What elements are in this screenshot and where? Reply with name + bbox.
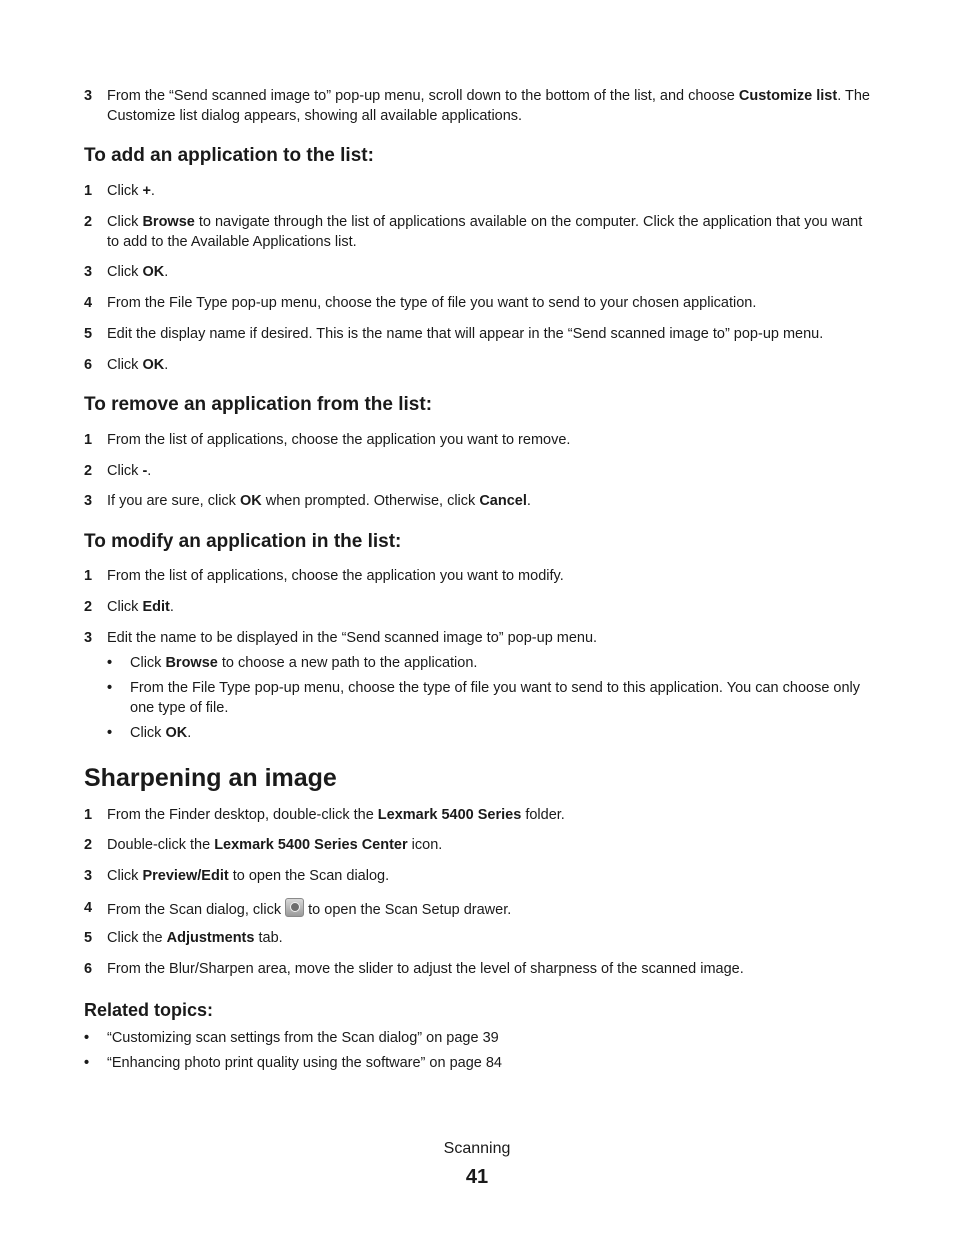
step-text: From the Scan dialog, click to open the Scan Setup drawer. <box>107 898 874 920</box>
step-text: Edit the display name if desired. This is the name that will appear in the “Send scanned image to” pop-up menu. <box>107 326 824 342</box>
remove-step-1 <box>84 430 874 450</box>
step-number: 1 <box>84 183 93 199</box>
footer-section-label: Scanning <box>443 1140 511 1157</box>
sharpen-step-5 <box>84 928 874 948</box>
add-step-4 <box>84 293 874 313</box>
modify-step-2 <box>84 597 874 617</box>
step-text: Click OK. <box>107 264 169 280</box>
bullet-dot: • <box>107 655 113 671</box>
step-number: 3 <box>84 630 93 646</box>
step-customize-list <box>84 86 874 126</box>
step-number: 5 <box>84 326 93 342</box>
step-number: 2 <box>84 837 93 853</box>
step-text: Double-click the Lexmark 5400 Series Center icon. <box>107 837 443 853</box>
step-text: Click +. <box>107 183 155 199</box>
step-number: 2 <box>84 599 93 615</box>
heading-modify-application: To modify an application in the list: <box>84 531 402 552</box>
step-text: Click the Adjustments tab. <box>107 930 283 946</box>
step-text: From the “Send scanned image to” pop-up menu, scroll down to the bottom of the list, and choose Customize list. The Customize list dialog appears, showing all available applications. <box>107 88 870 124</box>
step-number: 6 <box>84 357 93 373</box>
step-text: From the Finder desktop, double-click the Lexmark 5400 Series folder. <box>107 807 565 823</box>
step-number: 3 <box>84 264 93 280</box>
step-number: 3 <box>84 493 93 509</box>
bullet-text: From the File Type pop-up menu, choose the type of file you want to send to this application. You can choose only one type of file. <box>130 680 861 716</box>
step-text: From the Blur/Sharpen area, move the slider to adjust the level of sharpness of the scanned image. <box>107 961 744 977</box>
step-number: 3 <box>84 868 93 884</box>
heading-remove-application: To remove an application from the list: <box>84 394 433 415</box>
heading-sharpening-image: Sharpening an image <box>84 764 337 792</box>
related-topic-link[interactable] <box>84 1053 874 1073</box>
step-number: 3 <box>84 88 93 104</box>
step-number: 2 <box>84 214 93 230</box>
remove-step-3 <box>84 491 874 511</box>
step-text: Click Edit. <box>107 599 174 615</box>
remove-step-2 <box>84 461 874 481</box>
sharpen-step-3 <box>84 866 874 886</box>
heading-add-application: To add an application to the list: <box>84 145 374 166</box>
modify-bullet-3 <box>107 723 874 743</box>
step-number: 4 <box>84 295 93 311</box>
bullet-text: Click OK. <box>130 725 192 741</box>
step-text: Click Preview/Edit to open the Scan dialog. <box>107 868 390 884</box>
modify-bullet-1 <box>107 653 874 673</box>
step-text: Edit the name to be displayed in the “Send scanned image to” pop-up menu. <box>107 630 598 646</box>
related-topic-text[interactable]: “Enhancing photo print quality using the software” on page 84 <box>107 1055 502 1071</box>
step-number: 2 <box>84 463 93 479</box>
bullet-dot: • <box>107 680 113 696</box>
bullet-text: Click Browse to choose a new path to the application. <box>130 655 478 671</box>
modify-step-3 <box>84 628 874 648</box>
related-topic-text[interactable]: “Customizing scan settings from the Scan dialog” on page 39 <box>107 1030 499 1046</box>
bullet-dot: • <box>84 1055 90 1071</box>
modify-bullet-2 <box>107 678 874 718</box>
sharpen-step-4 <box>84 898 874 920</box>
sharpen-step-1 <box>84 805 874 825</box>
step-text: Click Browse to navigate through the list of applications available on the computer. Click the application that you want to add to the Available Applications list. <box>107 214 863 250</box>
step-number: 1 <box>84 568 93 584</box>
step-text: If you are sure, click OK when prompted. Otherwise, click Cancel. <box>107 493 531 509</box>
bullet-dot: • <box>84 1030 90 1046</box>
related-topic-link[interactable] <box>84 1028 874 1048</box>
add-step-6 <box>84 355 874 375</box>
heading-related-topics: Related topics: <box>84 1000 214 1020</box>
page-number: 41 <box>465 1166 489 1188</box>
sharpen-step-6 <box>84 959 874 979</box>
bullet-dot: • <box>107 725 113 741</box>
step-number: 4 <box>84 900 93 916</box>
add-step-5 <box>84 324 874 344</box>
step-number: 1 <box>84 432 93 448</box>
scan-setup-icon <box>285 898 304 917</box>
add-step-1 <box>84 181 874 201</box>
sharpen-step-2 <box>84 835 874 855</box>
step-text: From the File Type pop-up menu, choose the type of file you want to send to your chosen application. <box>107 295 757 311</box>
step-text: From the list of applications, choose the application you want to modify. <box>107 568 564 584</box>
step-text: Click -. <box>107 463 152 479</box>
step-number: 5 <box>84 930 93 946</box>
step-number: 6 <box>84 961 93 977</box>
add-step-3 <box>84 262 874 282</box>
step-number: 1 <box>84 807 93 823</box>
modify-step-1 <box>84 566 874 586</box>
step-text: From the list of applications, choose the application you want to remove. <box>107 432 571 448</box>
add-step-2 <box>84 212 874 252</box>
step-text: Click OK. <box>107 357 169 373</box>
